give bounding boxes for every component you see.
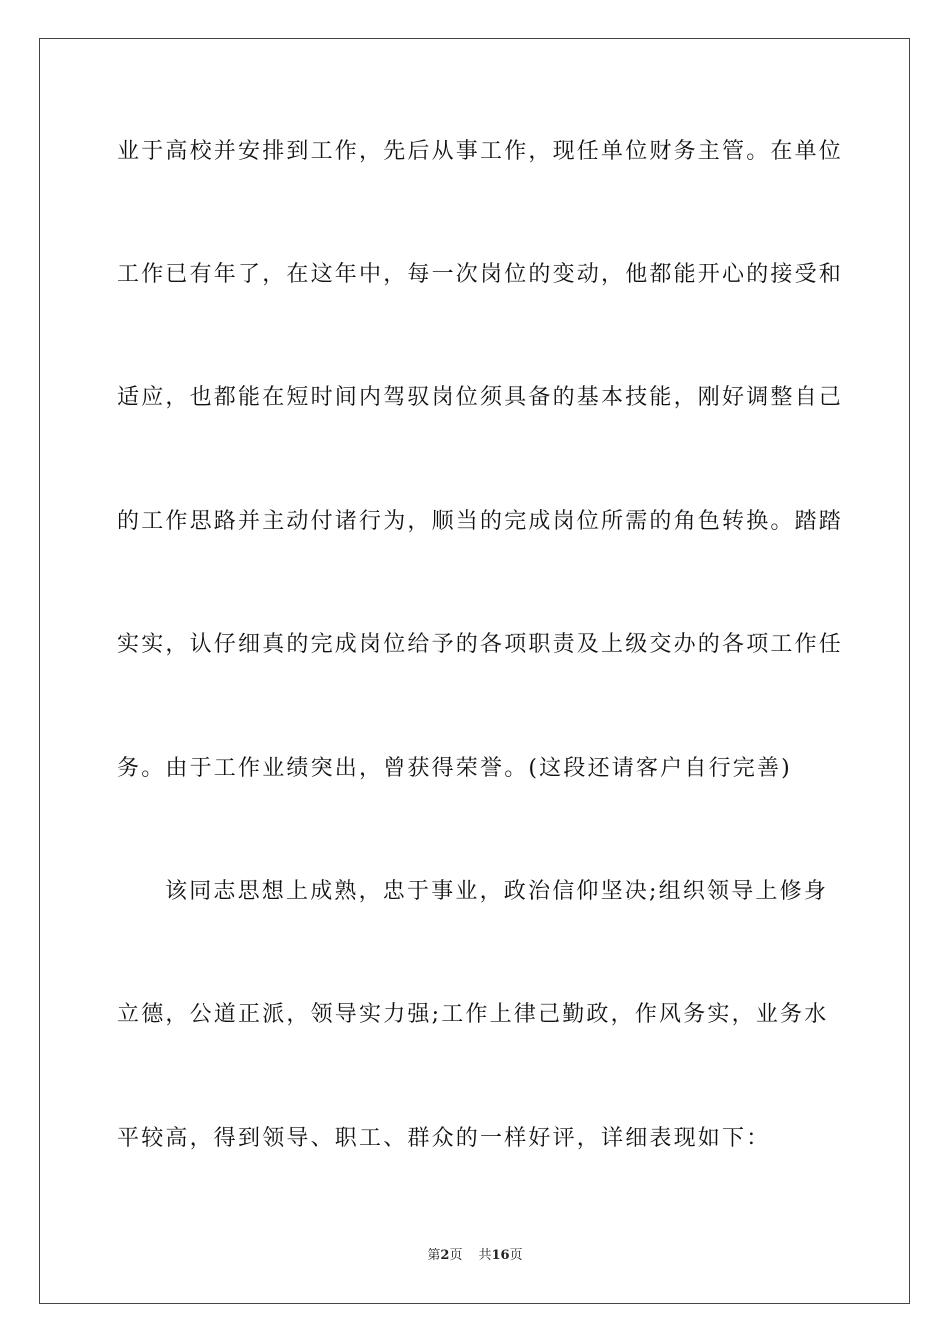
footer-page-total: 16	[491, 1248, 510, 1263]
body-line-2: 工作已有年了，在这年中，每一次岗位的变动，他都能开心的接受和	[117, 262, 844, 287]
body-line-8: 立德，公道正派，领导实力强;工作上律己勤政，作风务实，业务水	[117, 1002, 829, 1027]
footer-total-prefix: 共	[478, 1248, 492, 1263]
footer-page-unit: 页	[449, 1248, 463, 1263]
body-line-1: 业于高校并安排到工作，先后从事工作，现任单位财务主管。在单位	[117, 139, 844, 164]
page-frame	[39, 38, 910, 1304]
body-line-7-paragraph-start: 该同志思想上成熟，忠于事业，政治信仰坚决;组织领导上修身	[165, 879, 829, 904]
body-line-9: 平较高，得到领导、职工、群众的一样好评，详细表现如下：	[117, 1126, 771, 1151]
body-line-3: 适应，也都能在短时间内驾驭岗位须具备的基本技能，刚好调整自己	[117, 385, 844, 410]
body-line-5: 实实，认仔细真的完成岗位给予的各项职责及上级交办的各项工作任	[117, 632, 844, 657]
page-footer	[0, 1247, 950, 1265]
footer-page-prefix: 第	[427, 1248, 441, 1263]
body-line-6: 务。由于工作业绩突出，曾获得荣誉。(这段还请客户自行完善)	[117, 756, 792, 781]
body-line-4: 的工作思路并主动付诸行为，顺当的完成岗位所需的角色转换。踏踏	[117, 509, 844, 534]
footer-page-current: 2	[440, 1248, 450, 1263]
footer-total-unit: 页	[509, 1248, 523, 1263]
